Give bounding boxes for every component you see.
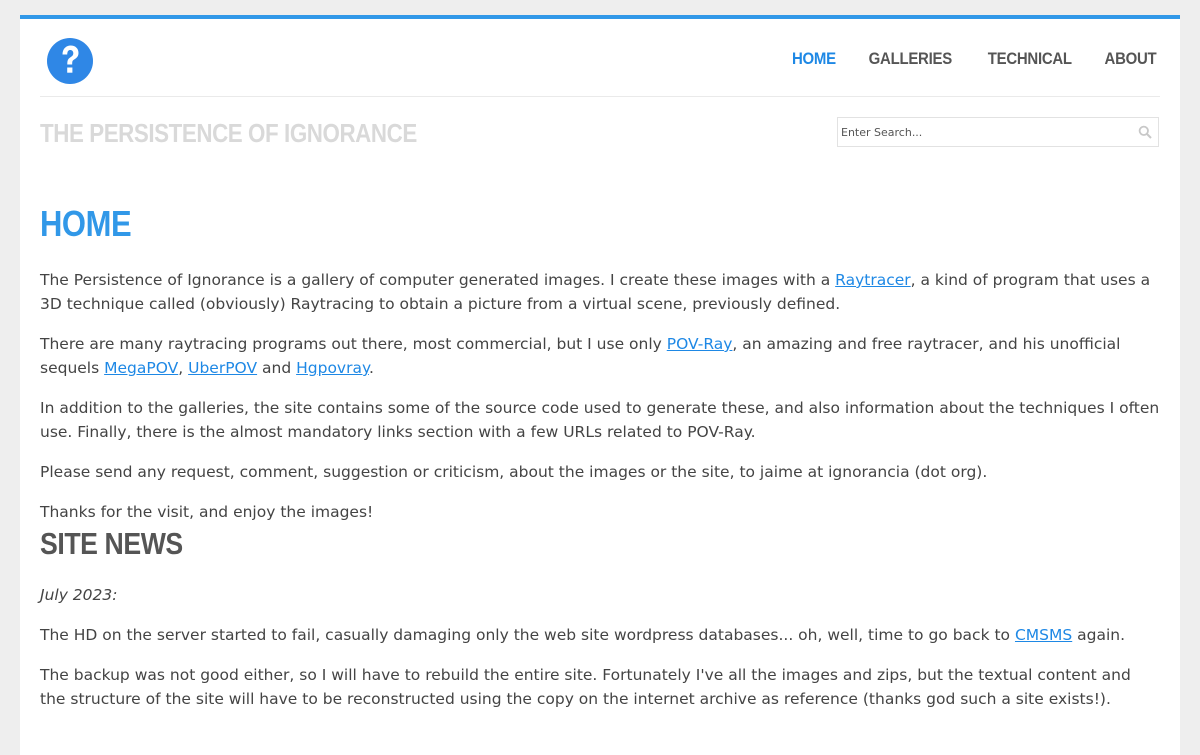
text: There are many raytracing programs out there, most commercial, but I use only <box>40 335 667 353</box>
uberpov-link[interactable]: UberPOV <box>188 359 258 377</box>
site-title[interactable]: THE PERSISTENCE OF IGNORANCE <box>40 118 417 148</box>
page-container <box>20 15 1180 755</box>
news-item <box>40 623 1160 647</box>
main-content <box>40 202 1160 711</box>
site-news-heading: SITE NEWS <box>40 526 183 561</box>
nav-home[interactable]: HOME <box>792 49 836 68</box>
main-nav <box>765 49 1160 69</box>
megapov-link[interactable]: MegaPOV <box>104 359 179 377</box>
header <box>40 19 1160 97</box>
programs-paragraph <box>40 332 1160 380</box>
question-logo-icon[interactable] <box>46 37 94 85</box>
text: and <box>257 359 297 377</box>
search-icon[interactable] <box>1138 125 1152 139</box>
page-title: HOME <box>40 203 132 244</box>
povray-link[interactable]: POV-Ray <box>666 335 733 353</box>
galleries-paragraph: In addition to the galleries, the site contains some of the source code used to generate these, and also information about the techniques I often use. Finally, there is the almost mandatory links section with a few URLs related to POV-Ray. <box>40 399 1160 441</box>
intro-paragraph <box>40 268 1160 316</box>
hgpovray-link[interactable]: Hgpovray <box>296 359 369 377</box>
search-box <box>837 117 1159 147</box>
text: , an amazing and free raytracer, and his unofficial sequels <box>40 335 1121 377</box>
nav-technical[interactable]: TECHNICAL <box>987 49 1072 68</box>
text: , a kind of program that uses a 3D technique called (obviously) Raytracing to obtain a picture from a virtual scene, previously defined. <box>40 271 1151 313</box>
text: again. <box>1072 626 1126 644</box>
raytracer-link[interactable]: Raytracer <box>835 271 911 289</box>
search-input[interactable] <box>838 118 1131 146</box>
text: . <box>368 359 374 377</box>
text: The HD on the server started to fail, casually damaging only the web site wordpress databases... oh, well, time to go back to <box>40 626 1015 644</box>
text: , <box>178 359 189 377</box>
nav-galleries[interactable]: GALLERIES <box>868 49 952 68</box>
cmsms-link[interactable]: CMSMS <box>1014 626 1073 644</box>
nav-about[interactable]: ABOUT <box>1104 49 1157 68</box>
text: The Persistence of Ignorance is a gallery of computer generated images. I create these images with a <box>40 271 836 289</box>
news-date: July 2023: <box>40 586 118 604</box>
contact-paragraph: Please send any request, comment, suggestion or criticism, about the images or the site, to jaime at ignorancia (dot org). <box>40 463 988 481</box>
news-item: The backup was not good either, so I will have to rebuild the entire site. Fortunately I've all the images and zips, but the textual content and the structure of the site will have to be reconstructed using the copy on the internet archive as reference (thanks god such a site exists!). <box>40 666 1131 708</box>
thanks-paragraph: Thanks for the visit, and enjoy the images! <box>40 503 374 521</box>
